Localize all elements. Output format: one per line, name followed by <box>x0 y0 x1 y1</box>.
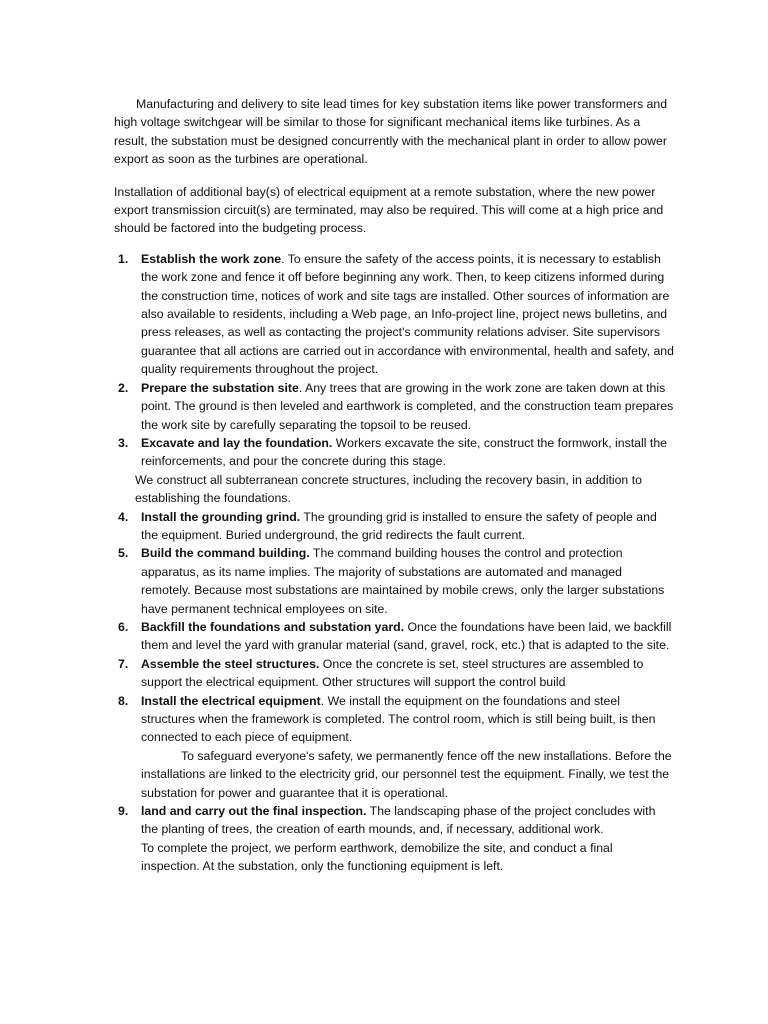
step-title: Install the electrical equipment <box>141 693 321 708</box>
step-number: 1. <box>118 251 129 266</box>
step-number: 4. <box>118 509 129 524</box>
step-title: Install the grounding grind. <box>141 509 301 524</box>
document-page <box>114 95 674 876</box>
step-body: Workers excavate the site, construct the formwork, install the reinforcements, and pour the concrete during this stage. <box>141 435 667 469</box>
step-body: The landscaping phase of the project concludes with the planting of trees, the creation of earth mounds, and, if necessary, additional work. <box>141 804 656 837</box>
step-item-8 <box>114 692 674 802</box>
step-body: . To ensure the safety of the access points, it is necessary to establish the work zone and fence it off before beginning any work. Then, to keep citizens informed during the construction time, notices of work and site tags are installed. Other sources of information are also available to residents, including a Web page, an Info-project line, project news bulletins, and press releases, as well as contacting the project's community relations adviser. Site supervisors guarantee that all actions are carried out in accordance with environmental, health and safety, and quality requirements throughout the project. <box>141 251 674 377</box>
step-number: 3. <box>118 435 129 450</box>
step-title: land and carry out the final inspection. <box>141 804 367 819</box>
step-body: . We install the equipment on the foundations and steel structures when the framework is completed. The control room, which is still being built, is then connected to each piece of equipment. <box>141 693 656 745</box>
step-item-5 <box>114 544 674 618</box>
step-item-6 <box>114 618 674 655</box>
steps-list <box>114 250 674 876</box>
intro-paragraph-2: Installation of additional bay(s) of electrical equipment at a remote substation, where the new power export transmission circuit(s) are terminated, may also be required. This will come at a high price and should be factored into the budgeting process. <box>114 184 664 236</box>
step-number: 2. <box>118 380 129 395</box>
step-title: Assemble the steel structures. <box>141 656 320 671</box>
step-body: . Any trees that are growing in the work zone are taken down at this point. The ground is then leveled and earthwork is completed, and the construction team prepares the work site by carefully separating the topsoil to be reused. <box>141 380 674 432</box>
step-item-3 <box>114 434 674 508</box>
step-number: 7. <box>118 656 129 671</box>
step-extra-paragraph: To complete the project, we perform earthwork, demobilize the site, and conduct a final inspection. At the substation, only the functioning equipment is left. <box>141 840 613 874</box>
step-item-1 <box>114 250 674 379</box>
step-number: 6. <box>118 619 129 634</box>
step-body: Once the foundations have been laid, we backfill them and level the yard with granular material (sand, gravel, rock, etc.) that is adapted to the site. <box>141 619 672 653</box>
step-number: 8. <box>118 693 129 708</box>
step-number: 9. <box>118 804 129 819</box>
step-body: The command building houses the control and protection apparatus, as its name implies. The majority of substations are automated and managed remotely. Because most substations are maintained by mobile crews, only the larger substations have permanent technical employees on site. <box>141 546 665 616</box>
step-extra-paragraph: We construct all subterranean concrete structures, including the recovery basin, in addition to establishing the foundations. <box>135 472 642 506</box>
step-item-9 <box>114 802 674 876</box>
step-body: Once the concrete is set, steel structures are assembled to support the electrical equipment. Other structures will support the control build <box>141 656 644 690</box>
intro-paragraph-1: Manufacturing and delivery to site lead times for key substation items like power transformers and high voltage switchgear will be similar to those for significant mechanical items like turbines. As a result, the substation must be designed concurrently with the mechanical plant in order to allow power export as soon as the turbines are operational. <box>114 97 668 167</box>
step-body: The grounding grid is installed to ensure the safety of people and the equipment. Buried underground, the grid redirects the fault current. <box>141 509 657 542</box>
step-extra-paragraph: To safeguard everyone's safety, we permanently fence off the new installations. Before the installations are linked to the electricity grid, our personnel test the equipment. Finally, we test the substation for power and guarantee that it is operational. <box>141 748 672 800</box>
step-item-4 <box>114 508 674 545</box>
step-number: 5. <box>118 546 129 561</box>
step-item-2 <box>114 379 674 434</box>
step-title: Build the command building. <box>141 546 310 561</box>
step-title: Establish the work zone <box>141 251 282 266</box>
step-title: Prepare the substation site <box>141 380 299 395</box>
step-item-7 <box>114 655 674 692</box>
step-title: Excavate and lay the foundation. <box>141 435 333 450</box>
step-title: Backfill the foundations and substation yard. <box>141 619 405 634</box>
